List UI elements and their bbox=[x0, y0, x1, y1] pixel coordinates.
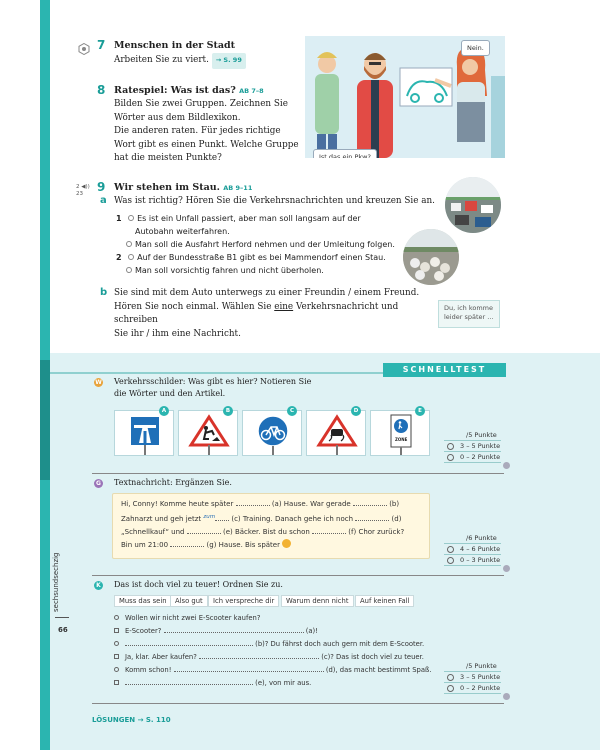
dialog-line bbox=[114, 614, 260, 622]
group-work-icon bbox=[78, 40, 90, 52]
exercise-9-workbook-ref: AB 9–11 bbox=[223, 184, 253, 192]
speaker-b-icon bbox=[114, 628, 119, 633]
speech-bubble-no: Nein. bbox=[461, 40, 490, 56]
exercise-9b-line bbox=[114, 301, 434, 328]
speaker-b-icon bbox=[114, 680, 119, 685]
traffic-sign-e bbox=[370, 410, 430, 456]
radio-option[interactable] bbox=[128, 215, 134, 221]
message-text: (d) bbox=[391, 515, 402, 523]
page-number-words: sechsundsechzig bbox=[52, 552, 60, 612]
phrase-chip[interactable]: Also gut bbox=[170, 595, 208, 607]
blank-field[interactable] bbox=[312, 527, 346, 534]
dialog-text: (c)? Das ist doch viel zu teuer. bbox=[321, 653, 424, 661]
score-bad-text: 0 – 2 Punkte bbox=[460, 684, 501, 692]
dialog-line bbox=[114, 627, 318, 635]
exercise-9b-label: b bbox=[100, 287, 108, 298]
radio-option[interactable] bbox=[128, 254, 134, 260]
dialog-text: Wollen wir nicht zwei E-Scooter kaufen? bbox=[125, 614, 261, 622]
motorway-sign-icon bbox=[115, 411, 173, 455]
traffic-sign-a bbox=[114, 410, 174, 456]
exercise-8-title-text: Ratespiel: Was ist das? bbox=[114, 85, 236, 96]
message-text: Zahnarzt und geh jetzt bbox=[121, 515, 202, 523]
sign-letter: E bbox=[415, 406, 425, 416]
phrase-chip[interactable]: Warum denn nicht bbox=[281, 595, 354, 607]
exercise-8-workbook-ref: AB 7–8 bbox=[239, 87, 264, 95]
exercise-8-line: Wort gibt es einen Punkt. Welche Gruppe bbox=[114, 139, 299, 150]
traffic-jam-photo bbox=[445, 177, 501, 233]
exercise-8-line: Die anderen raten. Für jedes richtige bbox=[114, 126, 281, 136]
exercise-8-line: Bilden Sie zwei Gruppen. Zeichnen Sie bbox=[114, 99, 288, 109]
blank-field[interactable] bbox=[125, 640, 253, 646]
text-part: Verkehrsnachricht und schreiben bbox=[114, 301, 399, 325]
blank-field[interactable] bbox=[353, 499, 387, 506]
schnelltest-tab: SCHNELLTEST bbox=[383, 363, 506, 377]
blank-field[interactable] bbox=[215, 514, 229, 521]
score-bad bbox=[444, 555, 501, 566]
page-number-divider bbox=[55, 617, 69, 618]
exercise-7-title: Menschen in der Stadt bbox=[114, 40, 236, 51]
dialog-text: (d), das macht bestimmt Spaß. bbox=[325, 666, 432, 674]
sheep-road-photo bbox=[403, 229, 459, 285]
pedestrian-zone-sign-icon bbox=[371, 411, 429, 455]
score-bad-text: 0 – 2 Punkte bbox=[460, 453, 501, 461]
smiley-emoji-icon bbox=[282, 539, 291, 548]
score-total: /6 Punkte bbox=[444, 533, 501, 544]
score-total: /5 Punkte bbox=[444, 661, 501, 672]
message-text: Bin um 21:00 bbox=[121, 541, 169, 549]
score-pill-icon bbox=[503, 693, 510, 700]
smiley-sad-icon bbox=[447, 454, 454, 461]
speaker-a-icon bbox=[114, 641, 119, 646]
choice-text: Man soll vorsichtig fahren und nicht überholen. bbox=[135, 266, 324, 275]
score-good bbox=[444, 672, 501, 683]
exercise-8-title bbox=[114, 85, 264, 96]
message-text: (f) Chor zurück? bbox=[348, 528, 405, 536]
message-line bbox=[121, 539, 421, 552]
skidding-sign-icon bbox=[307, 411, 365, 455]
speaker-a-icon bbox=[114, 615, 119, 620]
exercise-8-body bbox=[114, 98, 299, 166]
speaker-a-icon bbox=[114, 667, 119, 672]
score-total: /5 Punkte bbox=[444, 430, 501, 441]
section-w-line: Verkehrsschilder: Was gibt es hier? Notieren Sie bbox=[114, 377, 312, 386]
section-w-line: die Wörter und den Artikel. bbox=[114, 389, 226, 398]
choice-row bbox=[116, 251, 416, 264]
radio-option[interactable] bbox=[126, 241, 132, 247]
smiley-happy-icon bbox=[447, 674, 454, 681]
exercise-9a-choices bbox=[116, 212, 416, 277]
message-text: (c) Training. Danach gehe ich noch bbox=[231, 515, 354, 523]
exercise-8-line: Wörter aus dem Bildlexikon. bbox=[114, 112, 241, 123]
smiley-happy-icon bbox=[447, 546, 454, 553]
choice-row bbox=[116, 264, 416, 277]
section-g-marker: G bbox=[94, 479, 103, 488]
section-divider bbox=[92, 703, 504, 704]
score-good bbox=[444, 441, 501, 452]
emphasized-word: eine bbox=[274, 301, 294, 312]
score-bad-text: 0 – 3 Punkte bbox=[460, 556, 501, 564]
score-pill-icon bbox=[503, 565, 510, 572]
item-number: 1 bbox=[116, 214, 122, 223]
audio-track-ref[interactable]: 2 ◀)) 23 bbox=[76, 184, 90, 197]
page-number: 66 bbox=[58, 626, 68, 634]
message-text: (g) Hause. Bis später bbox=[206, 541, 280, 549]
choice-text: Man soll die Ausfahrt Herford nehmen und der Umleitung folgen. bbox=[135, 240, 395, 249]
bicycle-sign-icon bbox=[243, 411, 301, 455]
dialog-line bbox=[114, 666, 431, 674]
exercise-9a-task: Was ist richtig? Hören Sie die Verkehrsnachrichten und kreuzen Sie an. bbox=[114, 196, 435, 206]
score-good bbox=[444, 544, 501, 555]
smiley-sad-icon bbox=[447, 557, 454, 564]
text-message-box bbox=[112, 493, 430, 559]
exercise-9-title-text: Wir stehen im Stau. bbox=[114, 182, 220, 193]
speaker-b-icon bbox=[114, 654, 119, 659]
exercise-8-number: 8 bbox=[97, 83, 106, 97]
traffic-sign-c bbox=[242, 410, 302, 456]
radio-option[interactable] bbox=[126, 267, 132, 273]
left-color-strip-accent bbox=[40, 360, 50, 480]
dialog-text: (a)! bbox=[305, 627, 318, 635]
message-text: „Schnellkauf“ und bbox=[121, 528, 185, 536]
blank-field[interactable] bbox=[355, 514, 389, 521]
exercise-9-number: 9 bbox=[97, 180, 106, 194]
roadworks-sign-icon bbox=[179, 411, 237, 455]
section-w-task bbox=[114, 376, 311, 400]
exercise-7-task bbox=[114, 53, 246, 69]
traffic-sign-d bbox=[306, 410, 366, 456]
smiley-sad-icon bbox=[447, 685, 454, 692]
message-line bbox=[121, 511, 421, 526]
exercise-9b-line: Sie sind mit dem Auto unterwegs zu einer Freundin / einem Freund. bbox=[114, 288, 420, 298]
score-bad bbox=[444, 683, 501, 694]
section-k-score bbox=[444, 661, 501, 694]
speech-bubble-question: Ist das ein Pkw? bbox=[313, 149, 377, 158]
score-good-text: 3 – 5 Punkte bbox=[460, 442, 501, 450]
section-k-marker: K bbox=[94, 581, 103, 590]
dialog-text: (b)? Du fährst doch auch gern mit dem E-Scooter. bbox=[255, 640, 425, 648]
exercise-8-line: hat die meisten Punkte? bbox=[114, 153, 222, 163]
dialog-text: Komm schon! bbox=[125, 666, 172, 674]
sign-letter: D bbox=[351, 406, 361, 416]
message-text: (e) Bäcker. Bist du schon bbox=[222, 528, 310, 536]
sign-letter: A bbox=[159, 406, 169, 416]
section-g-title: Textnachricht: Ergänzen Sie. bbox=[114, 478, 232, 487]
dialog-line bbox=[114, 679, 311, 687]
choice-text: Autobahn weiterfahren. bbox=[135, 227, 230, 236]
text-part: Hören Sie noch einmal. Wählen Sie bbox=[114, 301, 272, 312]
score-good-text: 3 – 5 Punkte bbox=[460, 673, 501, 681]
blank-field[interactable] bbox=[199, 653, 319, 659]
exercise-9-title bbox=[114, 182, 252, 193]
phrase-chip[interactable]: Muss das sein bbox=[114, 595, 172, 607]
dialog-line bbox=[114, 640, 424, 648]
dialog-line bbox=[114, 653, 424, 661]
message-text: Hi, Conny! Komme heute später bbox=[121, 500, 234, 508]
section-w-marker: W bbox=[95, 379, 102, 386]
dialog-text: E-Scooter? bbox=[125, 627, 162, 635]
choice-text: Es ist ein Unfall passiert, aber man soll langsam auf der bbox=[137, 214, 361, 223]
exercise-9b-task bbox=[114, 287, 434, 341]
dialog-text: Ja, klar. Aber kaufen? bbox=[125, 653, 197, 661]
choice-text: Auf der Bundesstraße B1 gibt es bei Mammendorf einen Stau. bbox=[137, 253, 386, 262]
solutions-link[interactable]: LÖSUNGEN → S. 110 bbox=[92, 716, 171, 724]
traffic-sign-b bbox=[178, 410, 238, 456]
item-number: 2 bbox=[116, 253, 122, 262]
handwritten-example: zum bbox=[203, 514, 216, 520]
choice-row bbox=[116, 238, 416, 251]
section-g-score bbox=[444, 533, 501, 566]
exercise-9a-label: a bbox=[100, 195, 107, 206]
blank-field[interactable] bbox=[164, 627, 304, 633]
message-line bbox=[121, 526, 421, 539]
message-text: (b) bbox=[389, 500, 400, 508]
sign-letter: C bbox=[287, 406, 297, 416]
section-k-title: Das ist doch viel zu teuer! Ordnen Sie zu. bbox=[114, 580, 283, 589]
exercise-7-page-ref[interactable]: → S. 99 bbox=[212, 53, 246, 69]
smiley-happy-icon bbox=[447, 443, 454, 450]
choice-row bbox=[116, 212, 416, 225]
zone-text: ZONE bbox=[395, 437, 408, 442]
exercise-7-number: 7 bbox=[97, 38, 106, 52]
score-pill-icon bbox=[503, 462, 510, 469]
phrase-chip[interactable]: Ich verspreche dir bbox=[208, 595, 279, 607]
blank-field[interactable] bbox=[236, 499, 270, 506]
blank-field[interactable] bbox=[170, 540, 204, 547]
exercise-7-task-text: Arbeiten Sie zu viert. bbox=[114, 55, 209, 65]
blank-field[interactable] bbox=[125, 679, 253, 685]
dialog-text: (e), von mir aus. bbox=[255, 679, 312, 687]
section-w-score bbox=[444, 430, 501, 463]
sign-letter: B bbox=[223, 406, 233, 416]
message-text: (a) Hause. War gerade bbox=[271, 500, 351, 508]
blank-field[interactable] bbox=[187, 527, 221, 534]
score-good-text: 4 – 6 Punkte bbox=[460, 545, 501, 553]
section-divider bbox=[92, 473, 504, 474]
section-divider bbox=[92, 575, 504, 576]
example-message-card: Du, ich komme leider später ... bbox=[438, 300, 500, 328]
blank-field[interactable] bbox=[174, 666, 324, 672]
people-guessing-illustration bbox=[305, 36, 505, 158]
message-line bbox=[121, 498, 421, 511]
exercise-9b-line: Sie ihr / ihm eine Nachricht. bbox=[114, 328, 241, 339]
score-bad bbox=[444, 452, 501, 463]
phrase-chip[interactable]: Auf keinen Fall bbox=[355, 595, 414, 607]
